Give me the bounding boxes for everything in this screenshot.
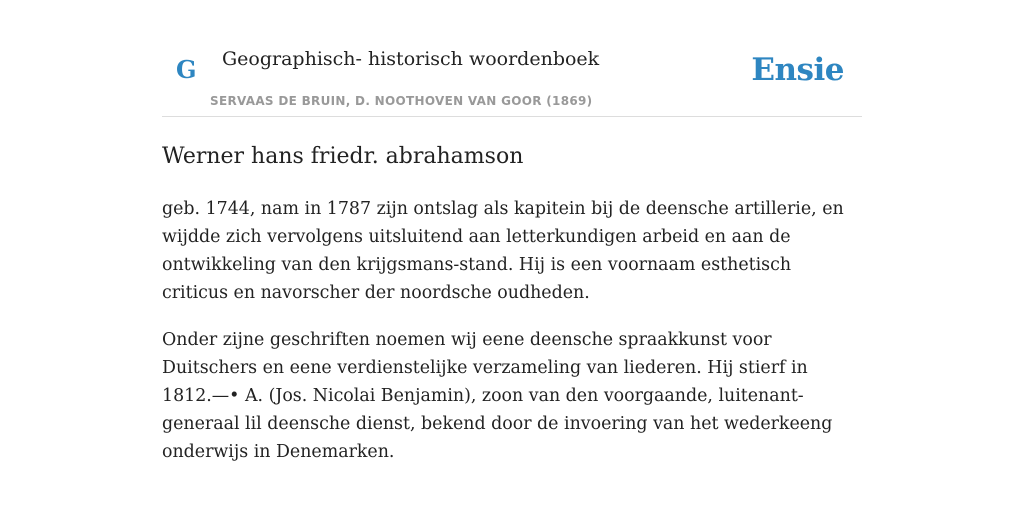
article-title: Werner hans friedr. abrahamson	[162, 144, 524, 169]
book-title-link[interactable]: Geographisch- historisch woordenboek	[222, 48, 600, 70]
article-body	[162, 195, 862, 466]
page-container	[162, 0, 862, 466]
article-paragraph: Onder zijne geschriften noemen wij eene deensche spraakkunst voor Duitschers en eene verdienstelijke verzameling van liederen. Hij stierf in 1812.—• A. (Jos. Nicolai Benjamin), zoon van den voorgaande, luitenant-generaal lil deensche dienst, bekend door de invoering van het wederkeeng onderwijs in Denemarken.	[162, 330, 833, 462]
book-initial-icon[interactable]: G	[176, 55, 197, 84]
book-author: SERVAAS DE BRUIN, D. NOOTHOVEN VAN GOOR (1869)	[210, 94, 593, 108]
article-paragraph: geb. 1744, nam in 1787 zijn ontslag als kapitein bij de deensche artillerie, en wijdde zich vervolgens uitsluitend aan letterkundigen arbeid en aan de ontwikkeling van den krijgsmans-stand. Hij is een voornaam esthetisch criticus en navorscher der noordsche oudheden.	[162, 199, 844, 303]
ensie-logo[interactable]: Ensie	[751, 52, 844, 88]
source-header	[162, 0, 862, 117]
